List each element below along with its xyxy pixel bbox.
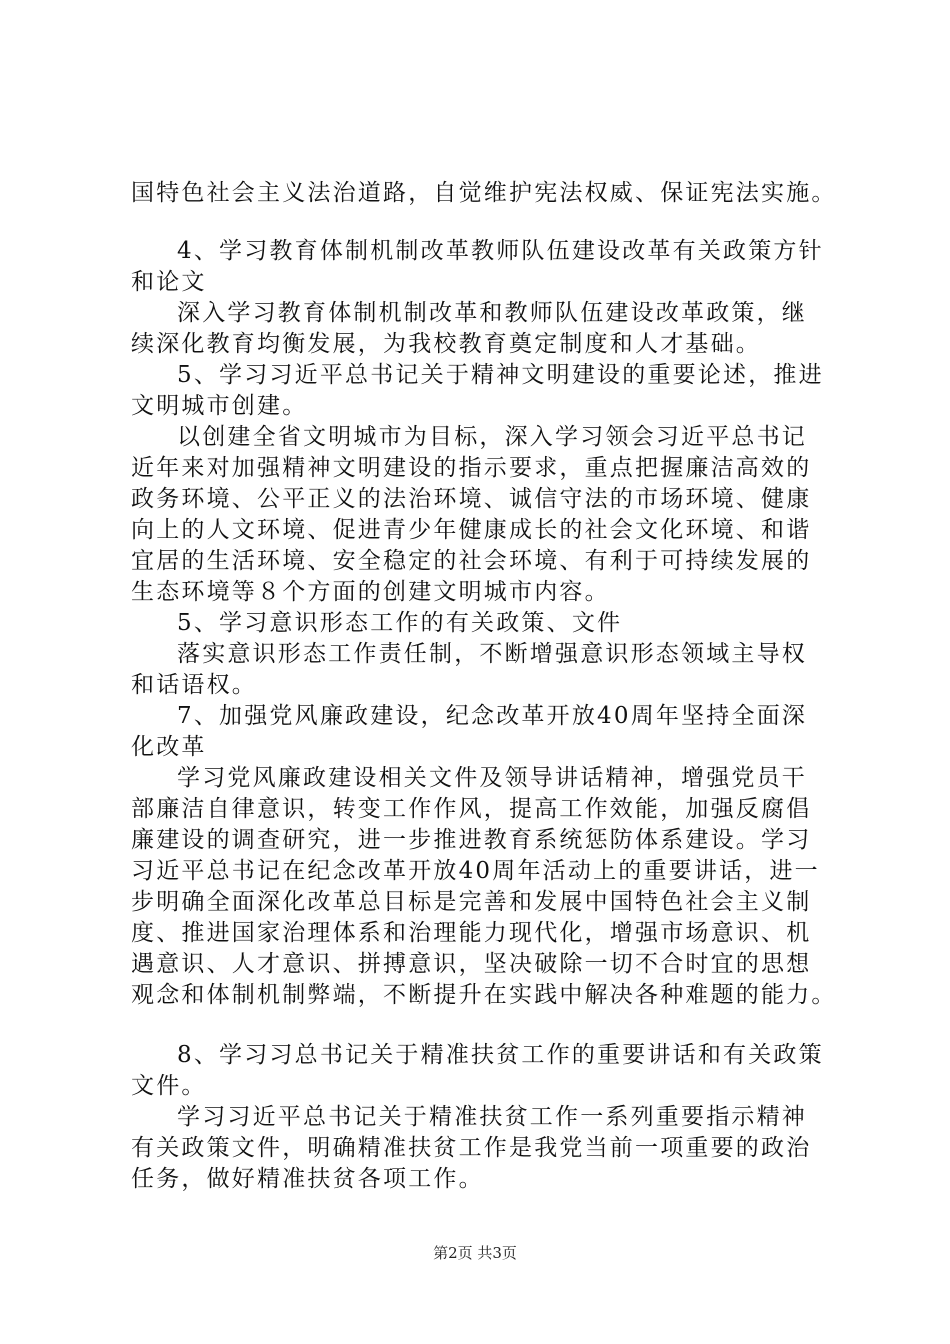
body-text-line: 习近平总书记在纪念改革开放40周年活动上的重要讲话，进一 [131,858,820,884]
section-heading-7: 7、加强党风廉政建设，纪念改革开放40周年坚持全面深 [177,703,808,729]
body-text-line: 廉建设的调查研究，进一步推进教育系统惩防体系建设。学习 [131,827,812,853]
body-text-line: 政务环境、公平正义的法治环境、诚信守法的市场环境、健康 [131,486,812,512]
section-heading-4: 4、学习教育体制机制改革教师队伍建设改革有关政策方针 [177,238,824,264]
body-text-line: 向上的人文环境、促进青少年健康成长的社会文化环境、和谐 [131,517,812,543]
body-text-line: 学习习近平总书记关于精准扶贫工作一系列重要指示精神 [177,1104,807,1130]
body-text-line: 生态环境等８个方面的创建文明城市内容。 [131,579,610,605]
body-text-line: 部廉洁自律意识，转变工作作风，提高工作效能，加强反腐倡 [131,796,812,822]
section-heading-5: 5、学习习近平总书记关于精神文明建设的重要论述，推进 [177,362,824,388]
body-text-line: 以创建全省文明城市为目标，深入学习领会习近平总书记 [177,424,807,450]
body-text-line: 度、推进国家治理体系和治理能力现代化，增强市场意识、机 [131,920,812,946]
body-text-line: 学习党风廉政建设相关文件及领导讲话精神，增强党员干 [177,765,807,791]
body-text-line: 宜居的生活环境、安全稳定的社会环境、有利于可持续发展的 [131,548,812,574]
body-text-line: 观念和体制机制弊端，不断提升在实践中解决各种难题的能力。 [131,982,837,1008]
body-text-line: 国特色社会主义法治道路，自觉维护宪法权威、保证宪法实施。 [131,180,837,206]
section-heading-8: 8、学习习总书记关于精准扶贫工作的重要讲话和有关政策 [177,1042,824,1068]
body-text-line: 和话语权。 [131,672,257,698]
body-text-line: 近年来对加强精神文明建设的指示要求，重点把握廉洁高效的 [131,455,812,481]
body-text-line: 遇意识、人才意识、拼搏意识，坚决破除一切不合时宜的思想 [131,951,812,977]
section-heading-5b: 5、学习意识形态工作的有关政策、文件 [177,610,623,636]
page-number-footer: 第2页 共3页 [433,1244,517,1262]
body-text-line: 任务，做好精准扶贫各项工作。 [131,1166,484,1192]
body-text-line: 深入学习教育体制机制改革和教师队伍建设改革政策，继 [177,300,807,326]
section-heading-7-cont: 化改革 [131,734,207,760]
body-text-line: 续深化教育均衡发展，为我校教育奠定制度和人才基础。 [131,331,761,357]
body-text-line: 有关政策文件，明确精准扶贫工作是我党当前一项重要的政治 [131,1135,812,1161]
body-text-line: 落实意识形态工作责任制，不断增强意识形态领域主导权 [177,641,807,667]
section-heading-4-cont: 和论文 [131,269,207,295]
body-text-line: 步明确全面深化改革总目标是完善和发展中国特色社会主义制 [131,889,812,915]
section-heading-8-cont: 文件。 [131,1073,207,1099]
section-heading-5-cont: 文明城市创建。 [131,393,308,419]
